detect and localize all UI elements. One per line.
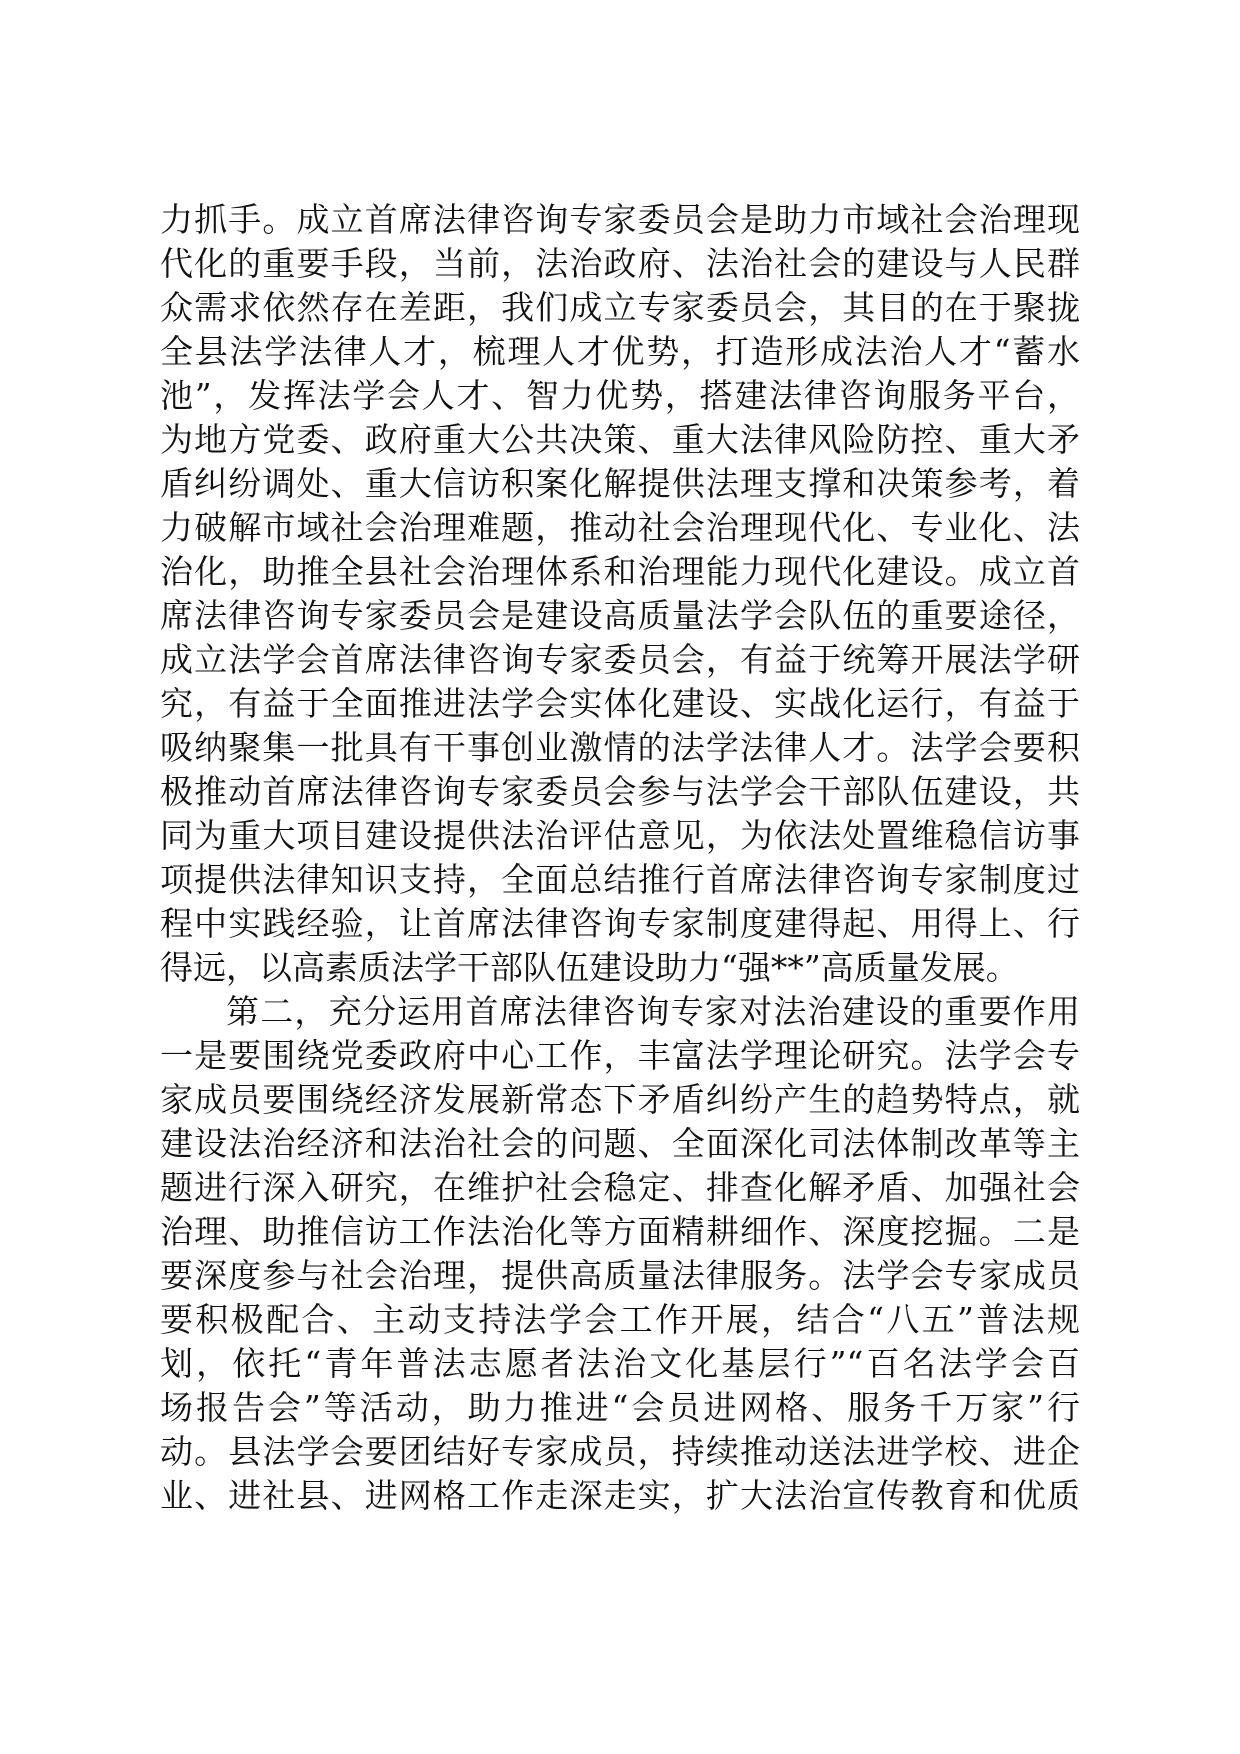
section-heading: 第二，充分运用首席法律咨询专家对法治建设的重要作用 [226, 992, 1080, 1031]
text-line: 家成员要围绕经济发展新常态下矛盾纠纷产生的趋势特点，就 [160, 1080, 1080, 1119]
text-line: 程中实践经验，让首席法律咨询专家制度建得起、用得上、行 [160, 904, 1080, 943]
text-line: 成立法学会首席法律咨询专家委员会，有益于统筹开展法学研 [160, 640, 1080, 679]
text-line: 吸纳聚集一批具有干事创业激情的法学法律人才。法学会要积 [160, 728, 1080, 767]
text-line: 池”，发挥法学会人才、智力优势，搭建法律咨询服务平台， [160, 376, 1080, 415]
text-line: 场报告会”等活动，助力推进“会员进网格、服务千万家”行 [160, 1388, 1080, 1427]
text-line: 代化的重要手段，当前，法治政府、法治社会的建设与人民群 [160, 244, 1080, 283]
text-line: 动。县法学会要团结好专家成员，持续推动送法进学校、进企 [160, 1432, 1080, 1471]
text-line: 极推动首席法律咨询专家委员会参与法学会干部队伍建设，共 [160, 772, 1080, 811]
text-line: 同为重大项目建设提供法治评估意见，为依法处置维稳信访事 [160, 816, 1080, 855]
text-line: 众需求依然存在差距，我们成立专家委员会，其目的在于聚拢 [160, 288, 1080, 327]
body-text [160, 198, 1080, 1518]
text-line: 建设法治经济和法治社会的问题、全面深化司法体制改革等主 [160, 1124, 1080, 1163]
text-line: 一是要围绕党委政府中心工作，丰富法学理论研究。法学会专 [160, 1036, 1080, 1075]
text-line: 席法律咨询专家委员会是建设高质量法学会队伍的重要途径， [160, 596, 1080, 635]
text-line: 要积极配合、主动支持法学会工作开展，结合“八五”普法规 [160, 1300, 1080, 1339]
text-line: 全县法学法律人才，梳理人才优势，打造形成法治人才“蓄水 [160, 332, 1080, 371]
text-line: 力破解市域社会治理难题，推动社会治理现代化、专业化、法 [160, 508, 1080, 547]
text-line: 为地方党委、政府重大公共决策、重大法律风险防控、重大矛 [160, 420, 1080, 459]
text-line: 治化，助推全县社会治理体系和治理能力现代化建设。成立首 [160, 552, 1080, 591]
text-line: 项提供法律知识支持，全面总结推行首席法律咨询专家制度过 [160, 860, 1080, 899]
text-line: 究，有益于全面推进法学会实体化建设、实战化运行，有益于 [160, 684, 1080, 723]
text-line: 题进行深入研究，在维护社会稳定、排查化解矛盾、加强社会 [160, 1168, 1080, 1207]
text-line: 盾纠纷调处、重大信访积案化解提供法理支撑和决策参考，着 [160, 464, 1080, 503]
text-line: 力抓手。成立首席法律咨询专家委员会是助力市域社会治理现 [160, 200, 1080, 239]
text-line: 划，依托“青年普法志愿者法治文化基层行”“百名法学会百 [160, 1344, 1080, 1383]
text-line: 治理、助推信访工作法治化等方面精耕细作、深度挖掘。二是 [160, 1212, 1080, 1251]
text-line: 得远，以高素质法学干部队伍建设助力“强**”高质量发展。 [160, 948, 1019, 987]
text-line: 业、进社县、进网格工作走深走实，扩大法治宣传教育和优质 [160, 1476, 1080, 1515]
text-line: 要深度参与社会治理，提供高质量法律服务。法学会专家成员 [160, 1256, 1080, 1295]
